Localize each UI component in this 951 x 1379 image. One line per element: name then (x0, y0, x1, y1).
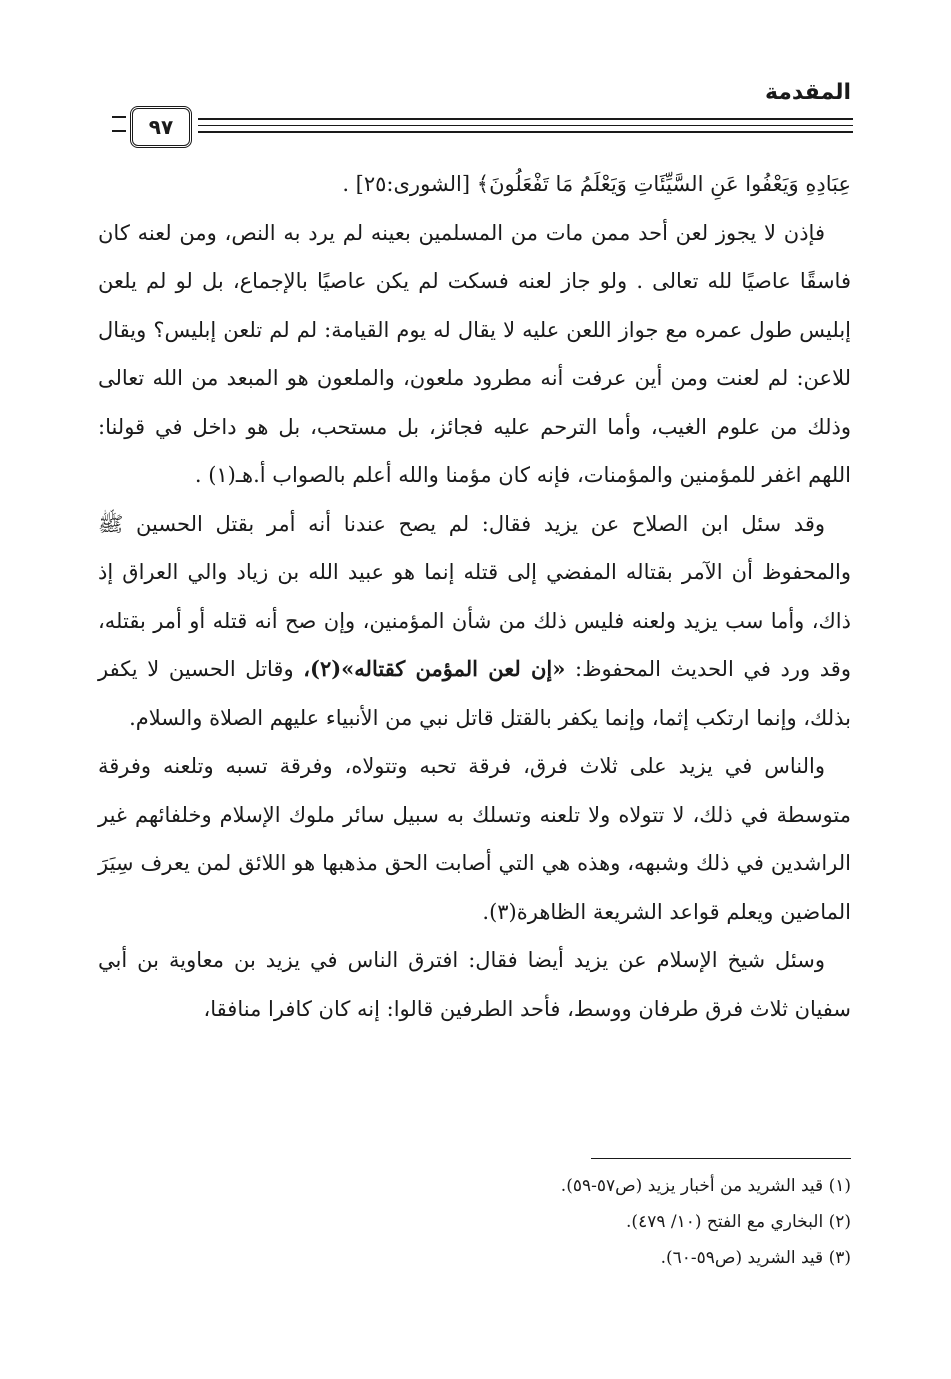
body-paragraph: والناس في يزيد على ثلاث فرق، فرقة تحبه وتتولاه، وفرقة تسبه وتلعنه وفرقة متوسطة في ذلك، لا تتولاه ولا تلعنه وتسلك به سبيل سائر ملوك الإسلام وخلفائهم غير الراشدين في ذلك وشبهه، وهذه هي التي أصابت الحق مذهبها هو اللائق لمن يعرف سِيَرَ الماضين ويعلم قواعد الشريعة الظاهرة(٣). (98, 754, 851, 924)
footnote: (٣) قيد الشريد (ص٥٩-٦٠). (660, 1248, 851, 1268)
footnotes (98, 1168, 851, 1276)
body-paragraph (98, 500, 851, 743)
footnote-separator (591, 1158, 851, 1159)
main-text (98, 160, 851, 1033)
header-rule-end-mark (112, 116, 126, 132)
paragraph-text: وقد سئل ابن الصلاح عن يزيد فقال: لم يصح عندنا أنه أمر بقتل الحسين ﷺ والمحفوظ أن الآمر بقتاله المفضي إلى قتله إنما هو عبيد الله بن زياد والي العراق إذ ذاك، وأما سب يزيد ولعنه فليس ذلك من شأن المؤمنين، وإن صح أنه قتله أو أمر بقتله، وقد ورد في الحديث المحفوظ: (98, 511, 851, 681)
paragraph-text: وقاتل الحسين لا يكفر بذلك، وإنما ارتكب إثما، وإنما يكفر بالقتل قاتل نبي من الأنبياء عليهم الصلاة والسلام. (98, 657, 851, 730)
body-paragraph: وسئل شيخ الإسلام عن يزيد أيضا فقال: افترق الناس في يزيد بن معاوية بن أبي سفيان ثلاث فرق طرفان ووسط، فأحد الطرفين قالوا: إنه كان كافرا منافقا، (98, 948, 851, 1021)
header-rule (198, 125, 853, 126)
footnote: (١) قيد الشريد من أخبار يزيد (ص٥٧-٥٩). (560, 1176, 851, 1196)
body-paragraph: فإذن لا يجوز لعن أحد ممن مات من المسلمين بعينه لم يرد به النص، ومن لعنه كان فاسقًا عاصيًا لله تعالى . ولو جاز لعنه فسكت لم يكن عاصيًا بالإجماع، بل لو لم يلعن إبليس طول عمره مع جواز اللعن عليه لا يقال له يوم القيامة: لم لم تلعن إبليس؟ ويقال للاعن: لم لعنت ومن أين عرفت أنه مطرود ملعون، والملعون هو المبعد من الله تعالى وذلك من علوم الغيب، وأما الترحم عليه فجائز، بل مستحب، بل هو داخل في قولنا: اللهم اغفر للمؤمنين والمؤمنات، فإنه كان مؤمنا والله أعلم بالصواب أ.هـ(١) . (98, 220, 851, 487)
quran-verse-continuation: عِبَادِهِ وَيَعْفُوا عَنِ السَّيِّئَاتِ وَيَعْلَمُ مَا تَفْعَلُونَ﴾ [الشورى:٢٥] . (342, 172, 851, 196)
page-number: ٩٧ (130, 106, 192, 148)
hadith-quote: «إن لعن المؤمن كقتاله»(٢)، (303, 656, 566, 681)
footnote: (٢) البخاري مع الفتح (١٠/ ٤٧٩). (626, 1212, 851, 1232)
header-rule (198, 118, 853, 120)
header-rule (198, 131, 853, 133)
running-header-title: المقدمة (764, 80, 851, 105)
